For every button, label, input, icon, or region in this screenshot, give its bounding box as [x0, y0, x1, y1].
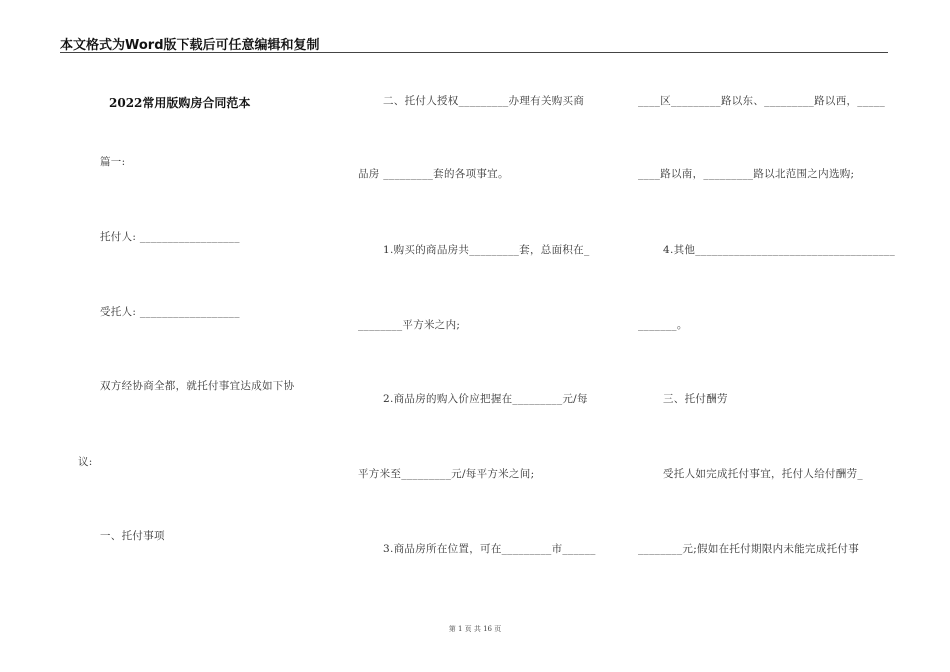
- col2-line4: ________平方米之内;: [358, 319, 461, 331]
- col2-line6: 平方米至_________元/每平方米之间;: [358, 468, 535, 480]
- col2-line5: 2.商品房的购入价应把握在_________元/每: [383, 393, 588, 405]
- col1-line2: 托付人: __________________: [100, 231, 240, 243]
- col3-line4: _______。: [638, 319, 688, 331]
- col3-line6: 受托人如完成托付事宜，托付人给付酬劳_: [663, 468, 863, 480]
- col1-line1: 篇一:: [100, 156, 126, 168]
- col2-line3: 1.购买的商品房共_________套，总面积在_: [383, 244, 590, 256]
- col3-line3: 4.其他____________________________________: [663, 244, 896, 256]
- document-title: 2022常用版购房合同范本: [109, 96, 251, 110]
- col1-line3: 受托人: __________________: [100, 306, 240, 318]
- col1-line6: 一、托付事项: [100, 530, 165, 542]
- header-title: 本文格式为Word版下载后可任意编辑和复制: [60, 38, 320, 53]
- col3-line7: ________元;假如在托付期限内未能完成托付事: [638, 543, 860, 555]
- col2-line7: 3.商品房所在位置，可在_________市______: [383, 543, 596, 555]
- col2-line1: 二、托付人授权_________办理有关购买商: [383, 95, 585, 107]
- col3-line5: 三、托付酬劳: [663, 393, 728, 405]
- page-footer: 第 1 页 共 16 页: [448, 625, 502, 633]
- col3-line2: ____路以南，_________路以北范围之内选购;: [638, 168, 855, 180]
- col2-line2: 品房 _________套的各项事宜。: [358, 168, 509, 180]
- col1-line5: 议:: [78, 456, 93, 468]
- page-header: [60, 34, 888, 53]
- col3-line1: ____区_________路以东、_________路以西，_____: [638, 95, 886, 107]
- col1-line4: 双方经协商全都，就托付事宜达成如下协: [100, 380, 295, 392]
